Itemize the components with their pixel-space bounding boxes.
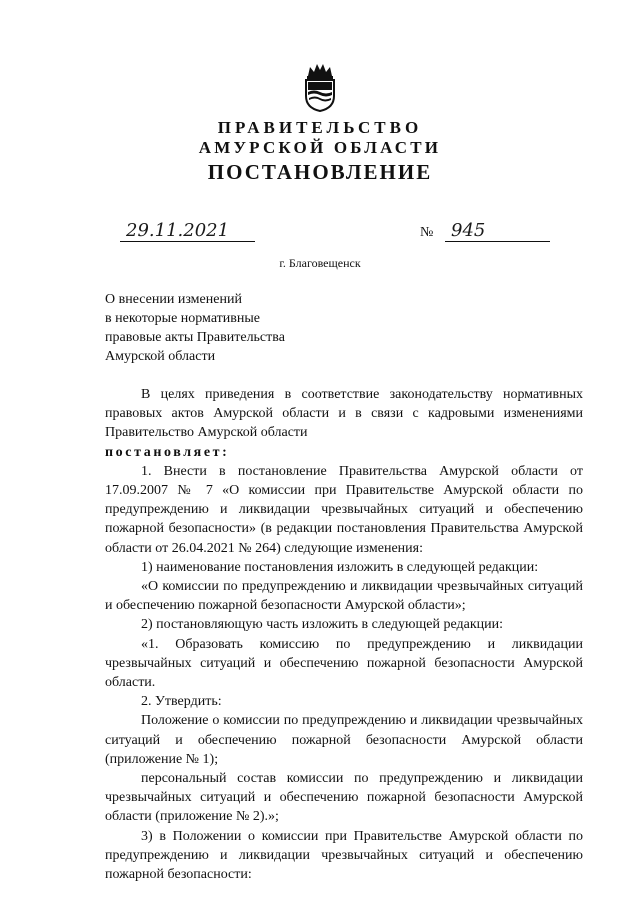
subject-line: правовые акты Правительства xyxy=(105,330,285,345)
document-body xyxy=(105,385,583,884)
paragraph: персональный состав комиссии по предупреждению и ликвидации чрезвычайных ситуаций и обеспечению пожарной безопасности Амурской области (приложение № 2).»; xyxy=(105,771,583,825)
paragraph: 3) в Положении о комиссии при Правительстве Амурской области по предупреждению и ликвидации чрезвычайных ситуаций и обеспечению пожарной безопасности: xyxy=(105,828,583,883)
document-subject xyxy=(105,290,285,366)
document-number: 945 xyxy=(451,220,486,241)
number-underline xyxy=(445,241,550,242)
header-government: ПРАВИТЕЛЬСТВО xyxy=(217,118,423,137)
paragraph: «О комиссии по предупреждению и ликвидации чрезвычайных ситуаций и обеспечению пожарной безопасности Амурской области»; xyxy=(105,579,583,614)
paragraph: 1. Внести в постановление Правительства Амурской области от 17.09.2007 № 7 «О комиссии при Правительстве Амурской области по предупреждению и ликвидации чрезвычайных ситуаций и обеспечению пожарной безопасности» (в редакции постановления Правительства Амурской области от 26.04.2021 № 264) следующие изменения: xyxy=(105,463,583,556)
date-field xyxy=(120,222,255,242)
paragraph: 1) наименование постановления изложить в следующей редакции: xyxy=(141,559,539,575)
subject-line: О внесении изменений xyxy=(105,292,242,307)
number-field xyxy=(445,222,550,242)
paragraph: 2. Утвердить: xyxy=(141,694,222,710)
document-type-title: ПОСТАНОВЛЕНИЕ xyxy=(207,160,433,184)
paragraph: Положение о комиссии по предупреждению и ликвидации чрезвычайных ситуаций и обеспечению пожарной безопасности Амурской области (приложение № 1); xyxy=(105,713,583,767)
date-underline xyxy=(120,241,255,242)
subject-line: в некоторые нормативные xyxy=(105,311,261,326)
coat-of-arms-icon xyxy=(300,62,340,112)
intro-paragraph: В целях приведения в соответствие законодательству нормативных правовых актов Амурской области и в связи с кадровыми изменениями Правительство Амурской области xyxy=(105,387,583,441)
header-region: АМУРСКОЙ ОБЛАСТИ xyxy=(198,138,442,157)
subject-line: Амурской области xyxy=(105,349,216,364)
document-date: 29.11.2021 xyxy=(126,220,230,241)
city: г. Благовещенск xyxy=(279,256,361,270)
number-label: № xyxy=(420,225,434,240)
paragraph: 2) постановляющую часть изложить в следующей редакции: xyxy=(141,617,504,633)
paragraph: «1. Образовать комиссию по предупреждению и ликвидации чрезвычайных ситуаций и обеспечению пожарной безопасности Амурской области. xyxy=(105,636,583,691)
resolve-word: постановляет: xyxy=(105,444,230,460)
